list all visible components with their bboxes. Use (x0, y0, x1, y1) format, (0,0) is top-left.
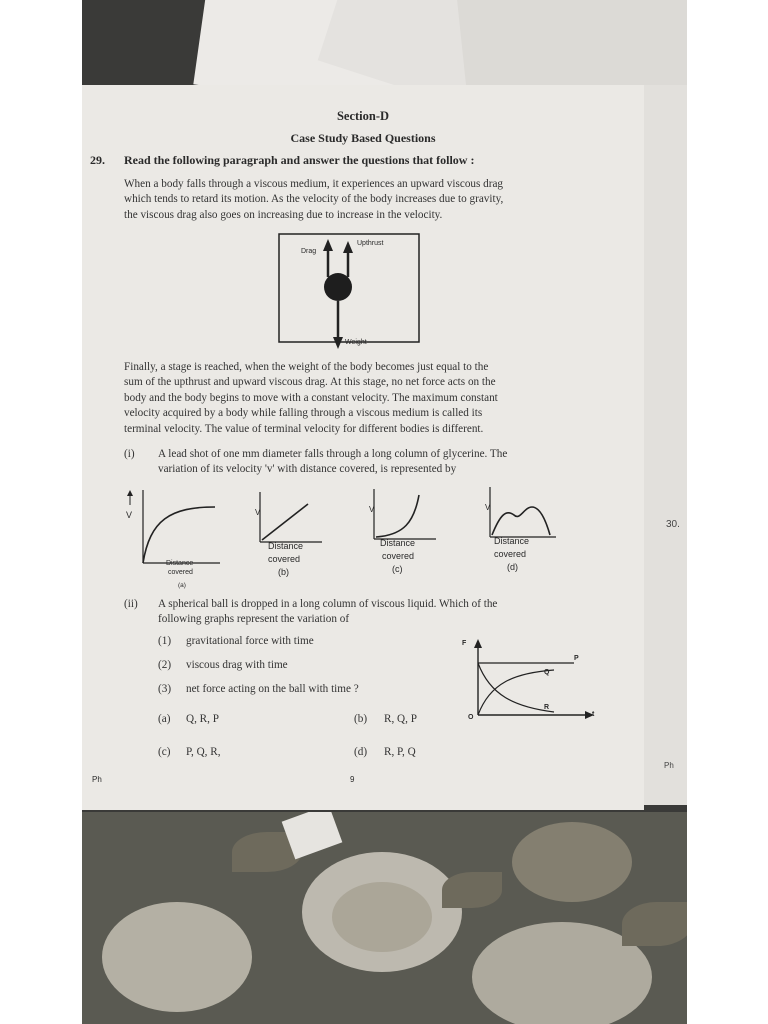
velocity-curve (143, 507, 215, 563)
leaf-pattern (442, 872, 502, 908)
force-graph-origin: O (468, 714, 474, 721)
option-b-label: (b) (354, 713, 368, 725)
curve-p-label: P (574, 655, 579, 662)
option-c-text: P, Q, R, (186, 746, 221, 758)
paragraph-line: terminal velocity. The value of terminal velocity for different bodies is different. (124, 422, 484, 435)
item-text: gravitational force with time (186, 635, 314, 647)
graph-b-x-label: covered (268, 554, 301, 564)
item-text: viscous drag with time (186, 659, 288, 671)
adjacent-question-number: 30. (666, 519, 680, 530)
graph-a-y-label: V (126, 510, 133, 520)
graph-b-y-label: V (255, 508, 261, 517)
force-time-graph (464, 635, 596, 723)
paragraph-line: the viscous drag also goes on increasing due to increase in the velocity. (124, 208, 443, 221)
page-footer-subject: Ph (92, 775, 102, 784)
part-ii-text (158, 597, 497, 628)
item-text: net force acting on the ball with time ? (186, 683, 359, 695)
graph-c-x-label: covered (382, 551, 415, 561)
falling-ball (324, 273, 352, 301)
part-i-label: (i) (124, 448, 135, 460)
item-number: (1) (158, 635, 172, 647)
flower-pattern (512, 822, 632, 902)
section-subtitle: Case Study Based Questions (290, 131, 436, 145)
weight-label: Weight (345, 339, 367, 346)
upthrust-label: Upthrust (357, 240, 384, 247)
adjacent-page-footer: Ph (664, 761, 674, 770)
graph-d-x-label: covered (494, 549, 527, 559)
flower-pattern (102, 902, 252, 1012)
option-c-label: (c) (158, 746, 171, 758)
upthrust-arrowhead (343, 241, 353, 253)
paragraph-line: following graphs represent the variation of (158, 613, 350, 626)
curve-r (478, 663, 554, 712)
curve-q-label: Q (544, 669, 550, 676)
graph-c-tag: (c) (392, 564, 403, 574)
paragraph-line: sum of the upthrust and upward viscous drag. At this stage, no net force acts on the (124, 376, 496, 389)
viscous-drag-figure (278, 233, 424, 351)
curve-q (478, 670, 554, 715)
option-d-label: (d) (354, 746, 368, 758)
option-b-text: R, Q, P (384, 713, 417, 725)
paragraph-line: A spherical ball is dropped in a long column of viscous liquid. Which of the (158, 598, 498, 610)
paragraph-2 (124, 360, 498, 437)
paragraph-line: variation of its velocity 'v' with distance covered, is represented by (158, 463, 457, 476)
part-ii-label: (ii) (124, 598, 138, 610)
graph-c-y-label: V (369, 505, 375, 514)
velocity-curve (492, 507, 550, 535)
section-title: Section-D (336, 109, 390, 123)
graph-a-x-label: Distance (166, 560, 194, 567)
drag-arrowhead (323, 239, 333, 251)
photo-frame (82, 0, 687, 1024)
part-i-text (158, 447, 507, 478)
paragraph-line: which tends to retard its motion. As the velocity of the body increases due to gravity, (124, 193, 504, 206)
patterned-cloth (82, 812, 687, 1024)
paragraph-line: velocity acquired by a body while falling through a viscous medium is called its (124, 407, 483, 420)
force-graph-x-label: t (592, 711, 595, 718)
exam-page (82, 85, 644, 810)
item-number: (2) (158, 659, 172, 671)
question-heading: Read the following paragraph and answer the questions that follow : (124, 153, 475, 167)
y-axis-arrowhead (474, 639, 482, 648)
flower-pattern (332, 882, 432, 952)
velocity-line (262, 504, 308, 540)
y-axis-arrowhead (127, 490, 133, 496)
curve-r-label: R (544, 704, 550, 711)
option-a-label: (a) (158, 713, 171, 725)
paragraph-line: body and the body begins to move with a constant velocity. The maximum constant (124, 391, 498, 404)
graph-d-x-label: Distance (494, 536, 530, 546)
page-number: 9 (350, 775, 355, 784)
velocity-curve (376, 495, 419, 537)
force-graph-y-label: F (462, 640, 467, 647)
item-number: (3) (158, 683, 172, 695)
question-number: 29. (90, 153, 105, 167)
leaf-pattern (622, 902, 687, 946)
graph-c-x-label: Distance (380, 538, 416, 548)
graph-a-tag: (a) (178, 582, 186, 589)
weight-arrowhead (333, 337, 343, 349)
graph-a (120, 485, 224, 567)
paragraph-line: A lead shot of one mm diameter falls through a long column of glycerine. The (158, 448, 508, 460)
graph-b-tag: (b) (278, 567, 289, 577)
drag-label: Drag (301, 248, 317, 255)
graph-d-tag: (d) (507, 562, 518, 572)
graph-b-x-label: Distance (268, 541, 304, 551)
option-d-text: R, P, Q (384, 746, 416, 758)
graph-a-x-label: covered (168, 569, 193, 576)
option-a-text: Q, R, P (186, 713, 219, 725)
paragraph-line: When a body falls through a viscous medium, it experiences an upward viscous drag (124, 178, 504, 190)
adjacent-page (640, 85, 687, 805)
graph-d-y-label: V (485, 503, 491, 512)
paragraph-line: Finally, a stage is reached, when the weight of the body becomes just equal to the (124, 361, 489, 373)
paragraph-1 (124, 177, 503, 223)
